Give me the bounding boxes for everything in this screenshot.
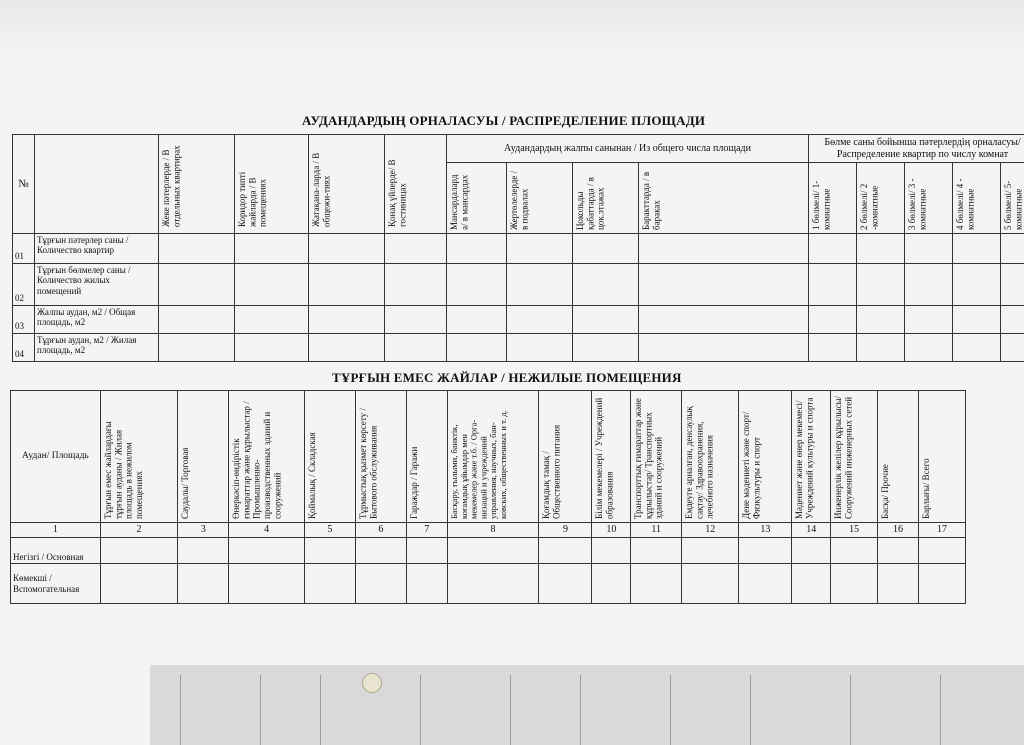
strip-divider — [750, 675, 751, 745]
col-culture — [792, 391, 831, 523]
data-cell[interactable] — [385, 334, 447, 362]
data-cell[interactable] — [447, 306, 507, 334]
col-4room-label: 4 бөлмелі/ 4 - комнатные — [955, 178, 976, 230]
data-cell[interactable] — [309, 334, 385, 362]
table-row — [11, 538, 966, 564]
data-cell[interactable] — [592, 564, 631, 604]
col-number: 12 — [682, 523, 739, 538]
data-cell[interactable] — [355, 538, 406, 564]
data-cell[interactable] — [385, 234, 447, 264]
strip-divider — [260, 675, 261, 745]
col-3room-label: 3 бөлмелі/ 3 - комнатные — [907, 178, 928, 230]
col-trade — [178, 391, 229, 523]
data-cell[interactable] — [809, 234, 857, 264]
col-industrial — [229, 391, 305, 523]
col-education — [592, 391, 631, 523]
col-number: 6 — [355, 523, 406, 538]
data-cell[interactable] — [573, 334, 639, 362]
col-corridor-label: Коридор типті жайларда / В помещениях — [237, 171, 268, 227]
data-cell[interactable] — [792, 564, 831, 604]
data-cell[interactable] — [355, 564, 406, 604]
col-corridor-premises — [235, 135, 309, 234]
non-residential-table — [10, 390, 966, 604]
data-cell[interactable] — [953, 334, 1001, 362]
col14-label: Мәдениет және өнер мекемесі/ Учреждений культуры и спорта — [794, 397, 815, 519]
col-catering — [539, 391, 592, 523]
col-hotel-label: Қонақ үйлерде/ В гостиницах — [387, 159, 408, 227]
data-cell[interactable] — [229, 564, 305, 604]
data-cell[interactable] — [918, 538, 965, 564]
data-cell[interactable] — [1001, 234, 1024, 264]
col-number: 14 — [792, 523, 831, 538]
data-cell[interactable] — [235, 334, 309, 362]
col-number: 13 — [739, 523, 792, 538]
data-cell[interactable] — [159, 264, 235, 306]
strip-divider — [510, 675, 511, 745]
data-cell[interactable] — [792, 538, 831, 564]
data-cell[interactable] — [739, 538, 792, 564]
data-cell[interactable] — [953, 264, 1001, 306]
data-cell[interactable] — [447, 564, 539, 604]
col13-label: Дене мәдениеті және спорт/ Физкультуры и спорт — [741, 411, 762, 519]
strip-divider — [420, 675, 421, 745]
strip-divider — [670, 675, 671, 745]
data-cell[interactable] — [953, 306, 1001, 334]
col-socle-floor — [573, 163, 639, 234]
row-label: Жалпы аудан, м2 / Общая площадь, м2 — [35, 306, 159, 334]
col-socle-label: Цокольды қабаттарда / в цок.этажах — [575, 177, 606, 230]
col-number: 3 — [178, 523, 229, 538]
data-cell[interactable] — [507, 264, 573, 306]
data-cell[interactable] — [639, 234, 809, 264]
row-label: Тұрғын пәтерлер саны / Количество квартир — [35, 234, 159, 264]
data-cell[interactable] — [878, 538, 919, 564]
data-cell[interactable] — [739, 564, 792, 604]
area-distribution-table — [12, 134, 1024, 362]
data-cell[interactable] — [953, 234, 1001, 264]
data-cell[interactable] — [235, 234, 309, 264]
col-number: 8 — [447, 523, 539, 538]
data-cell[interactable] — [159, 334, 235, 362]
data-cell[interactable] — [905, 306, 953, 334]
col-organizations — [447, 391, 539, 523]
data-cell[interactable] — [592, 538, 631, 564]
data-cell[interactable] — [682, 564, 739, 604]
col2-label: Тұрғын емес жайлардағы тұрғын ауданы / Жилая площадь в нежилом помещениях — [102, 420, 144, 519]
col-number: 9 — [539, 523, 592, 538]
data-cell[interactable] — [385, 264, 447, 306]
data-cell[interactable] — [905, 234, 953, 264]
col6-label: Тұрмыстық қызмет көрсету / Бытового обслуживания — [357, 407, 379, 519]
data-cell[interactable] — [447, 264, 507, 306]
underlying-page-strip — [150, 665, 1024, 745]
data-cell[interactable] — [235, 264, 309, 306]
data-cell[interactable] — [631, 564, 682, 604]
row-number: 03 — [13, 306, 35, 334]
data-cell[interactable] — [385, 306, 447, 334]
col-number: 4 — [229, 523, 305, 538]
group-total-area: Аудандардың жалпы санынан / Из общего числа площади — [447, 135, 809, 163]
data-cell[interactable] — [905, 264, 953, 306]
data-cell[interactable] — [573, 234, 639, 264]
col-other — [878, 391, 919, 523]
data-cell[interactable] — [1001, 306, 1024, 334]
data-cell[interactable] — [878, 564, 919, 604]
group-room-distribution: Бөлме саны бойынша пәтерлердің орналасуы/ Распределение квартир по числу комнат — [809, 135, 1024, 163]
col-garages — [406, 391, 447, 523]
data-cell[interactable] — [447, 234, 507, 264]
data-cell[interactable] — [573, 264, 639, 306]
data-cell[interactable] — [905, 334, 953, 362]
data-cell[interactable] — [573, 306, 639, 334]
data-cell[interactable] — [229, 538, 305, 564]
row-label: Тұрғын бөлмелер саны / Количество жилых помещений — [35, 264, 159, 306]
col-basement — [507, 163, 573, 234]
col-number: 5 — [304, 523, 355, 538]
table-row — [11, 564, 966, 604]
data-cell[interactable] — [447, 334, 507, 362]
row-label: Көмекші / Вспомогательная — [11, 564, 101, 604]
row-label: Негізгі / Основная — [11, 538, 101, 564]
data-cell[interactable] — [507, 334, 573, 362]
col-separate-label: Жеке пәтерлерде / В отдельных квартирах — [161, 145, 182, 227]
col7-label: Гараждар / Гаражи — [408, 446, 419, 519]
data-cell[interactable] — [809, 264, 857, 306]
row-number: 04 — [13, 334, 35, 362]
row-number: 01 — [13, 234, 35, 264]
col-transport — [631, 391, 682, 523]
col-2room — [857, 163, 905, 234]
ring-hole-icon — [362, 673, 382, 693]
data-cell[interactable] — [507, 306, 573, 334]
data-cell[interactable] — [507, 234, 573, 264]
col-2room-label: 2 бөлмелі/ 2 -комнатные — [859, 183, 880, 230]
col4-label: Өнеркәсіп-өндірістік ғимараттар және құрылыстар / Промышленно-производственных зданий и сооружений — [231, 400, 283, 519]
data-cell[interactable] — [304, 564, 355, 604]
col-separate-apartments — [159, 135, 235, 234]
data-cell[interactable] — [406, 564, 447, 604]
data-cell[interactable] — [857, 234, 905, 264]
table-row — [13, 334, 1024, 362]
col-sport — [739, 391, 792, 523]
col-engineering — [831, 391, 878, 523]
col-warehouse — [304, 391, 355, 523]
col-attic-label: Мансардалард а/ в мансардах — [449, 174, 470, 230]
data-cell[interactable] — [309, 306, 385, 334]
col-dormitories — [309, 135, 385, 234]
col-5room-label: 5 бөлмелі/ 5-комнатные — [1003, 180, 1024, 230]
col-1room-label: 1 бөлмелі/ 1-комнатные — [811, 180, 832, 230]
col-basement-label: Жертөлелерде / в подвалах — [509, 170, 530, 230]
section1-title: АУДАНДАРДЫҢ ОРНАЛАСУЫ / РАСПРЕДЕЛЕНИЕ ПЛОЩАДИ — [302, 113, 706, 128]
data-cell[interactable] — [304, 538, 355, 564]
col-number: 10 — [592, 523, 631, 538]
data-cell[interactable] — [1001, 334, 1024, 362]
col-number: 15 — [831, 523, 878, 538]
data-cell[interactable] — [639, 264, 809, 306]
data-cell[interactable] — [100, 564, 178, 604]
table-row — [13, 234, 1024, 264]
col10-label: Білім мекемелері / Учреждений образования — [594, 397, 615, 519]
table-row — [13, 264, 1024, 306]
data-cell[interactable] — [857, 264, 905, 306]
data-cell[interactable] — [159, 234, 235, 264]
col12-label: Емдеуге арналған, денсаулық сақтау/ Здравоохранения, лечебного назначения — [684, 405, 715, 519]
col-household-service — [355, 391, 406, 523]
col-attic — [447, 163, 507, 234]
data-cell[interactable] — [178, 564, 229, 604]
col-number: 16 — [878, 523, 919, 538]
col-5room — [1001, 163, 1024, 234]
strip-divider — [580, 675, 581, 745]
data-cell[interactable] — [639, 334, 809, 362]
col5-label: Қоймалық / Складская — [306, 431, 317, 519]
data-cell[interactable] — [639, 306, 809, 334]
num-header: № — [13, 135, 35, 234]
col-1room — [809, 163, 857, 234]
data-cell[interactable] — [809, 334, 857, 362]
col-barracks-label: Баракттарда / в бараках — [641, 171, 662, 230]
data-cell[interactable] — [539, 538, 592, 564]
row-number: 02 — [13, 264, 35, 306]
data-cell[interactable] — [447, 538, 539, 564]
label-header-blank — [35, 135, 159, 234]
data-cell[interactable] — [406, 538, 447, 564]
data-cell[interactable] — [309, 264, 385, 306]
strip-divider — [850, 675, 851, 745]
col17-label: Барлығы/ Всего — [920, 457, 931, 519]
data-cell[interactable] — [159, 306, 235, 334]
col-residential-in-nonres — [100, 391, 178, 523]
col11-label: Транспорттық ғимараттар және құрылыстар/ Транспортных зданий и сооружений — [633, 397, 664, 519]
col-hotels — [385, 135, 447, 234]
col-number: 7 — [406, 523, 447, 538]
col8-label: Басқару, ғылыми, банктік, коғамдық ұйымдар мен мекемелер және т.б. / Орга-низаций и учреждений управления, научных, бан-ковских, общественных и т. д. — [448, 409, 508, 519]
col9-label: Қоғамдық тамақ / Общественного питания — [541, 424, 562, 519]
col-total — [918, 391, 965, 523]
data-cell[interactable] — [809, 306, 857, 334]
col-healthcare — [682, 391, 739, 523]
col15-label: Инженерлік желілер құрылысы/ Сооружений инженерных сетей — [833, 395, 854, 519]
col-number: 2 — [100, 523, 178, 538]
col-number: 17 — [918, 523, 965, 538]
data-cell[interactable] — [631, 538, 682, 564]
data-cell[interactable] — [857, 334, 905, 362]
data-cell[interactable] — [831, 538, 878, 564]
section2-title: ТҰРҒЫН ЕМЕС ЖАЙЛАР / НЕЖИЛЫЕ ПОМЕЩЕНИЯ — [332, 370, 682, 385]
data-cell[interactable] — [100, 538, 178, 564]
column-number-row — [11, 523, 966, 538]
data-cell[interactable] — [831, 564, 878, 604]
col-dorm-label: Жатақана-ларда / В общежи-тиях — [311, 152, 332, 227]
col-area: Аудан/ Площадь — [11, 391, 101, 523]
col-number: 1 — [11, 523, 101, 538]
col-barracks — [639, 163, 809, 234]
data-cell[interactable] — [178, 538, 229, 564]
col-3room — [905, 163, 953, 234]
col3-label: Саудалы/ Торговая — [180, 447, 191, 519]
data-cell[interactable] — [1001, 264, 1024, 306]
strip-divider — [180, 675, 181, 745]
strip-divider — [940, 675, 941, 745]
strip-divider — [320, 675, 321, 745]
row-label: Тұрғын аудан, м2 / Жилая площадь, м2 — [35, 334, 159, 362]
data-cell[interactable] — [682, 538, 739, 564]
data-cell[interactable] — [235, 306, 309, 334]
table-row — [13, 306, 1024, 334]
data-cell[interactable] — [918, 564, 965, 604]
data-cell[interactable] — [857, 306, 905, 334]
col-4room — [953, 163, 1001, 234]
col-number: 11 — [631, 523, 682, 538]
col16-label: Басқа/ Прочие — [880, 463, 891, 519]
page-shadow — [0, 0, 1024, 60]
data-cell[interactable] — [309, 234, 385, 264]
data-cell[interactable] — [539, 564, 592, 604]
